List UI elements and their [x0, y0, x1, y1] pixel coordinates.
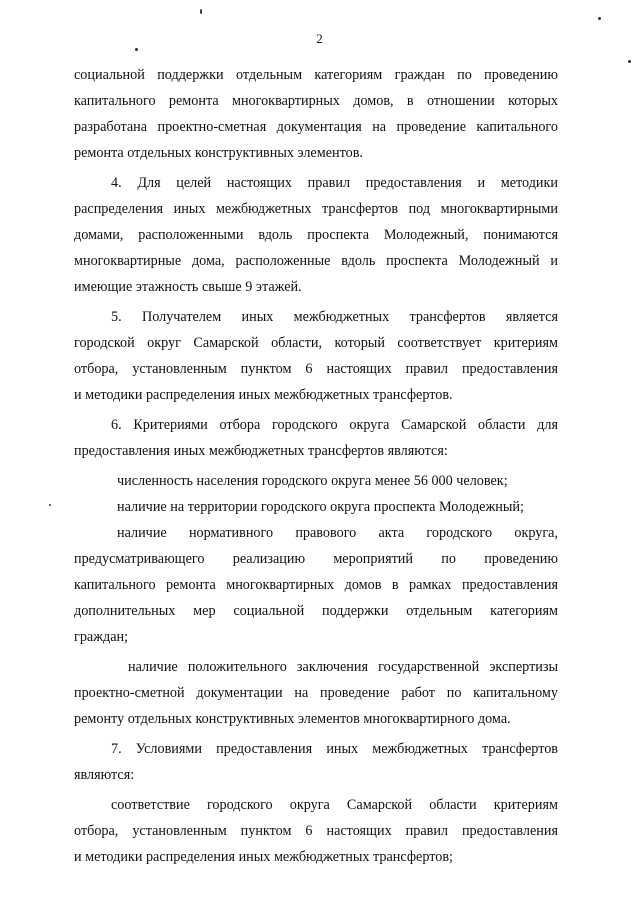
text-line: социальной поддержки отдельным категориям граждан по проведению: [74, 67, 558, 83]
text-line: наличие на территории городского округа проспекта Молодежный;: [117, 499, 524, 515]
text-line: отбора, установленным пунктом 6 настоящих правил предоставления: [74, 823, 558, 839]
text-line: дополнительных мер социальной поддержки отдельным категориям: [74, 603, 558, 619]
text-line: домами, расположенными вдоль проспекта Молодежный, понимаются: [74, 227, 558, 243]
text-line: являются:: [74, 767, 135, 783]
text-line: ремонта отдельных конструктивных элементов.: [74, 145, 363, 161]
text-line: капитального ремонта многоквартирных домов в рамках предоставления: [74, 577, 558, 593]
body-text: [74, 62, 558, 870]
text-line: численность населения городского округа менее 56 000 человек;: [117, 473, 508, 489]
text-line: наличие нормативного правового акта городского округа,: [117, 525, 558, 541]
text-line: 7. Условиями предоставления иных межбюджетных трансфертов: [111, 741, 558, 757]
text-line: отбора, установленным пунктом 6 настоящих правил предоставления: [74, 361, 558, 377]
text-line: предусматривающего реализацию мероприятий по проведению: [74, 551, 558, 567]
scan-speck: [135, 48, 138, 51]
text-line: соответствие городского округа Самарской области критериям: [111, 797, 558, 813]
text-line: распределения иных межбюджетных трансфертов под многоквартирными: [74, 201, 558, 217]
text-line: проектно-сметной документации на проведение работ по капитальному: [74, 685, 558, 701]
text-line: наличие положительного заключения государственной экспертизы: [128, 659, 558, 675]
text-line: капитального ремонта многоквартирных домов, в отношении которых: [74, 93, 558, 109]
text-line: ремонту отдельных конструктивных элементов многоквартирного дома.: [74, 711, 511, 727]
text-line: 4. Для целей настоящих правил предоставления и методики: [111, 175, 558, 191]
text-line: предоставления иных межбюджетных трансфертов являются:: [74, 443, 448, 459]
scan-speck: [598, 17, 601, 20]
page-number: 2: [316, 31, 323, 46]
text-line: граждан;: [74, 629, 129, 645]
text-line: и методики распределения иных межбюджетных трансфертов;: [74, 849, 454, 865]
text-line: городской округ Самарской области, который соответствует критериям: [74, 335, 558, 351]
text-line: разработана проектно-сметная документация на проведение капитального: [74, 119, 558, 135]
text-line: многоквартирные дома, расположенные вдоль проспекта Молодежный и: [74, 253, 558, 269]
scan-speck: [49, 504, 51, 506]
text-line: и методики распределения иных межбюджетных трансфертов.: [74, 387, 453, 403]
text-line: 5. Получателем иных межбюджетных трансфертов является: [111, 309, 558, 325]
text-line: имеющие этажность свыше 9 этажей.: [74, 279, 302, 295]
scan-speck: [628, 60, 631, 63]
scan-speck: [200, 9, 202, 14]
text-line: 6. Критериями отбора городского округа Самарской области для: [111, 417, 558, 433]
